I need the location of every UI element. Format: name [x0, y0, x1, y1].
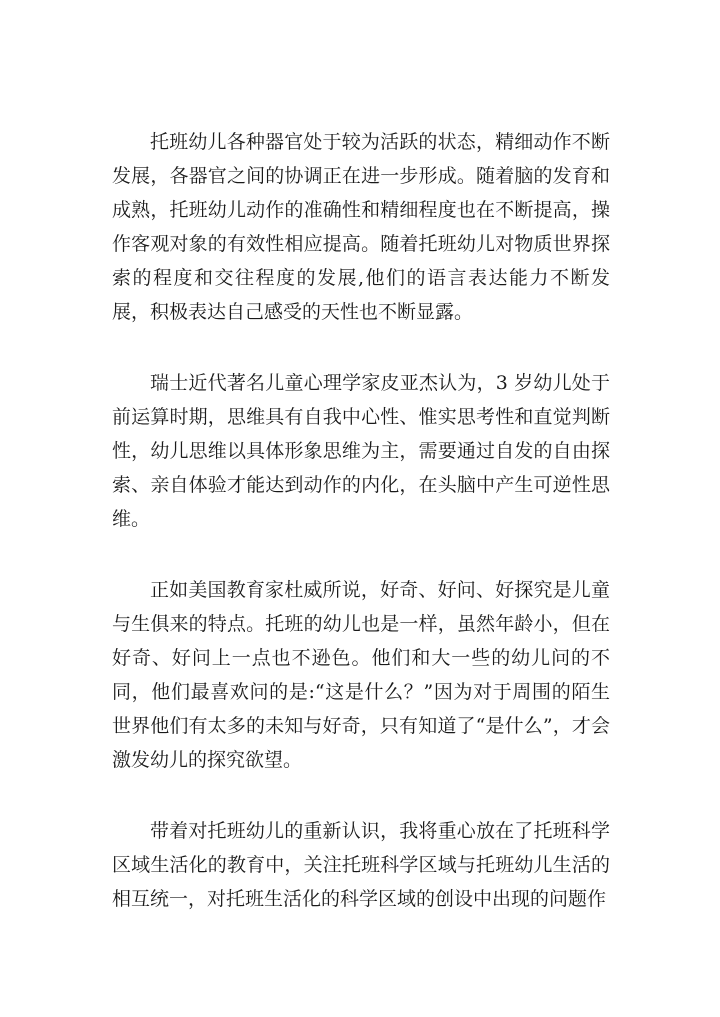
paragraph-3: 正如美国教育家杜威所说，好奇、好问、好探究是儿童与生俱来的特点。托班的幼儿也是一样，虽然年龄小，但在好奇、好问上一点也不逊色。他们和大一些的幼儿问的不同，他们最喜欢问的是:“这是什么？”因为对于周围的陌生世界他们有太多的未知与好奇，只有知道了“是什么”，才会激发幼儿的探究欲望。: [112, 579, 610, 771]
paragraph-2: 瑞士近代著名儿童心理学家皮亚杰认为，3 岁幼儿处于前运算时期，思维具有自我中心性、惟实思考性和直觉判断性，幼儿思维以具体形象思维为主，需要通过自发的自由探索、亲自体验才能达到动作的内化，在头脑中产生可逆性思维。: [112, 372, 610, 530]
document-body: [112, 125, 610, 953]
paragraph-4: 带着对托班幼儿的重新认识，我将重心放在了托班科学区域生活化的教育中，关注托班科学区域与托班幼儿生活的相互统一，对托班生活化的科学区域的创设中出现的问题作: [112, 820, 610, 910]
paragraph-1: 托班幼儿各种器官处于较为活跃的状态，精细动作不断发展，各器官之间的协调正在进一步形成。随着脑的发育和成熟，托班幼儿动作的准确性和精细程度也在不断提高，操作客观对象的有效性相应提高。随着托班幼儿对物质世界探索的程度和交往程度的发展,他们的语言表达能力不断发展，积极表达自己感受的天性也不断显露。: [112, 131, 610, 323]
